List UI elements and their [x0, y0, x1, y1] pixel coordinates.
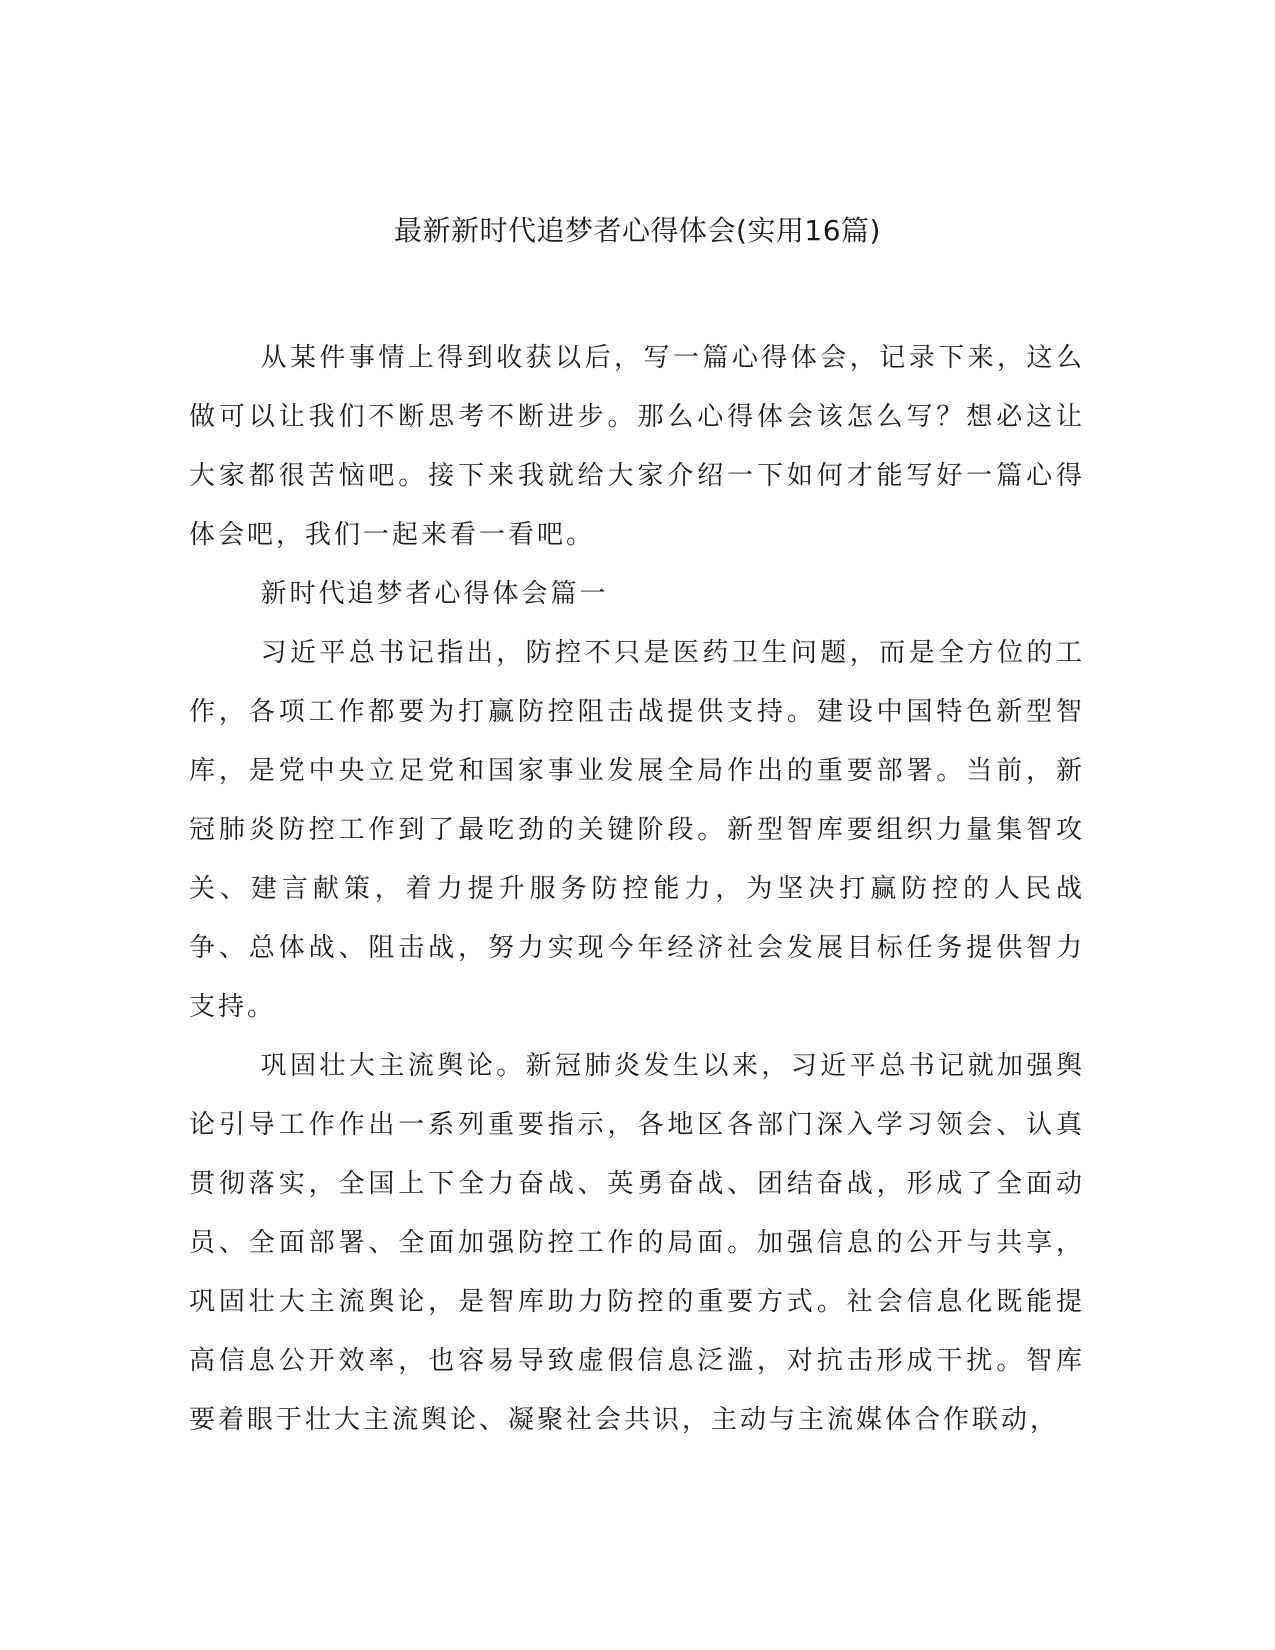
document-body	[189, 329, 1085, 1450]
body-paragraph: 习近平总书记指出，防控不只是医药卫生问题，而是全方位的工作，各项工作都要为打赢防控阻击战提供支持。建设中国特色新型智库，是党中央立足党和国家事业发展全局作出的重要部署。当前，新冠肺炎防控工作到了最吃劲的关键阶段。新型智库要组织力量集智攻关、建言献策，着力提升服务防控能力，为坚决打赢防控的人民战争、总体战、阻击战，努力实现今年经济社会发展目标任务提供智力支持。	[189, 638, 1085, 1022]
section-heading: 新时代追梦者心得体会篇一	[260, 579, 609, 609]
body-paragraph: 巩固壮大主流舆论。新冠肺炎发生以来，习近平总书记就加强舆论引导工作作出一系列重要指示，各地区各部门深入学习领会、认真贯彻落实，全国上下全力奋战、英勇奋战、团结奋战，形成了全面动员、全面部署、全面加强防控工作的局面。加强信息的公开与共享，巩固壮大主流舆论，是智库助力防控的重要方式。社会信息化既能提高信息公开效率，也容易导致虚假信息泛滥，对抗击形成干扰。智库要着眼于壮大主流舆论、凝聚社会共识，主动与主流媒体合作联动，	[189, 1051, 1085, 1435]
document-title: 最新新时代追梦者心得体会(实用16篇)	[394, 214, 881, 247]
intro-paragraph: 从某件事情上得到收获以后，写一篇心得体会，记录下来，这么做可以让我们不断思考不断进步。那么心得体会该怎么写？想必这让大家都很苦恼吧。接下来我就给大家介绍一下如何才能写好一篇心得体会吧，我们一起来看一看吧。	[189, 343, 1085, 550]
